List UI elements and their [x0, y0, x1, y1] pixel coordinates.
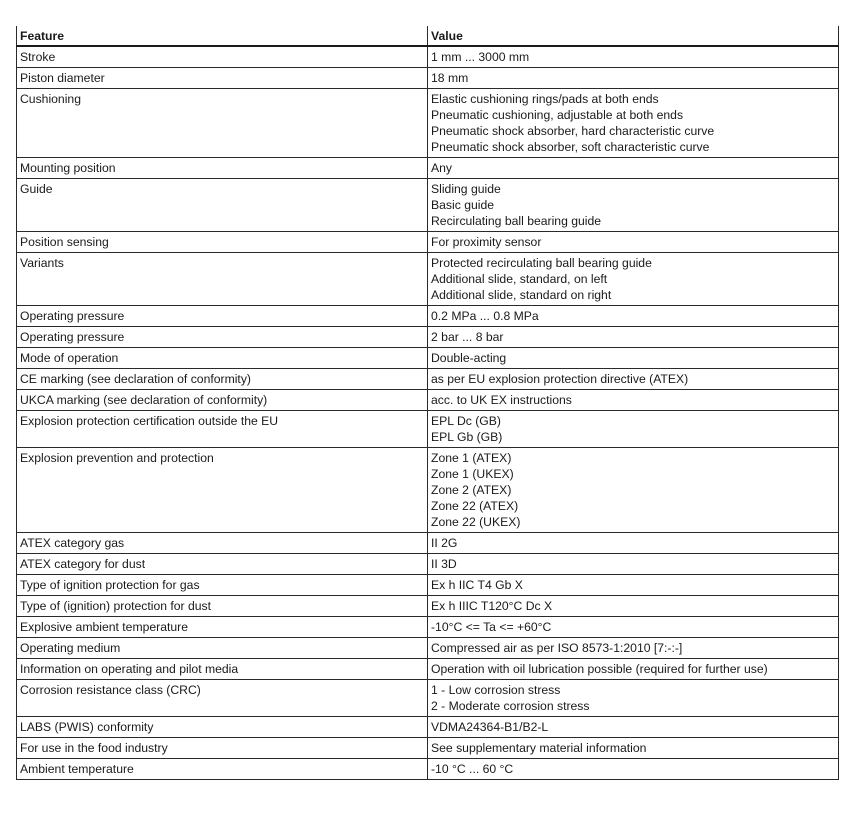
value-line: VDMA24364-B1/B2-L: [431, 720, 549, 734]
value-line: Ex h IIC T4 Gb X: [431, 578, 523, 592]
feature-cell: ATEX category for dust: [17, 554, 428, 575]
value-cell: [428, 759, 839, 780]
table-row: [17, 369, 839, 390]
table-row: [17, 327, 839, 348]
feature-cell: Type of (ignition) protection for dust: [17, 596, 428, 617]
value-line: 1 mm ... 3000 mm: [431, 50, 530, 64]
feature-cell: Ambient temperature: [17, 759, 428, 780]
table-row: [17, 306, 839, 327]
table-row: [17, 575, 839, 596]
table-row: [17, 533, 839, 554]
value-line: EPL Gb (GB): [431, 430, 503, 444]
table-row: [17, 680, 839, 717]
feature-cell: Explosive ambient temperature: [17, 617, 428, 638]
value-line: Ex h IIIC T120°C Dc X: [431, 599, 553, 613]
value-line: For proximity sensor: [431, 235, 542, 249]
value-line: Sliding guide: [431, 182, 501, 196]
value-cell: [428, 390, 839, 411]
table-row: [17, 596, 839, 617]
value-line: 1 - Low corrosion stress: [431, 683, 561, 697]
value-cell: [428, 575, 839, 596]
feature-cell: Operating medium: [17, 638, 428, 659]
feature-cell: UKCA marking (see declaration of conformity): [17, 390, 428, 411]
value-line: as per EU explosion protection directive (ATEX): [431, 372, 689, 386]
table-row: [17, 390, 839, 411]
value-line: Zone 2 (ATEX): [431, 483, 512, 497]
value-line: Additional slide, standard, on left: [431, 272, 608, 286]
feature-cell: Cushioning: [17, 89, 428, 158]
value-cell: [428, 68, 839, 89]
value-line: -10°C <= Ta <= +60°C: [431, 620, 552, 634]
value-line: Operation with oil lubrication possible (required for further use): [431, 662, 768, 676]
table-row: [17, 617, 839, 638]
table-row: [17, 253, 839, 306]
value-line: Protected recirculating ball bearing guide: [431, 256, 652, 270]
value-cell: [428, 306, 839, 327]
spec-table: [16, 26, 839, 780]
feature-cell: ATEX category gas: [17, 533, 428, 554]
table-row: [17, 158, 839, 179]
value-cell: [428, 232, 839, 253]
value-line: EPL Dc (GB): [431, 414, 501, 428]
value-line: Double-acting: [431, 351, 507, 365]
value-line: Zone 22 (UKEX): [431, 515, 521, 529]
feature-cell: Stroke: [17, 46, 428, 68]
value-line: -10 °C ... 60 °C: [431, 762, 514, 776]
value-line: See supplementary material information: [431, 741, 647, 755]
value-cell: [428, 638, 839, 659]
table-row: [17, 659, 839, 680]
value-cell: [428, 533, 839, 554]
table-row: [17, 638, 839, 659]
table-row: [17, 554, 839, 575]
table-header-row: [17, 26, 839, 46]
value-line: Pneumatic shock absorber, hard characteristic curve: [431, 124, 715, 138]
table-row: [17, 89, 839, 158]
feature-cell: Explosion protection certification outside the EU: [17, 411, 428, 448]
value-line: Additional slide, standard on right: [431, 288, 612, 302]
value-line: Elastic cushioning rings/pads at both ends: [431, 92, 659, 106]
value-cell: [428, 369, 839, 390]
value-cell: [428, 680, 839, 717]
table-row: [17, 68, 839, 89]
table-row: [17, 179, 839, 232]
value-cell: [428, 411, 839, 448]
table-row: [17, 411, 839, 448]
table-row: [17, 46, 839, 68]
feature-cell: Type of ignition protection for gas: [17, 575, 428, 596]
table-row: [17, 448, 839, 533]
feature-cell: Position sensing: [17, 232, 428, 253]
feature-cell: CE marking (see declaration of conformity): [17, 369, 428, 390]
value-cell: [428, 253, 839, 306]
value-cell: [428, 659, 839, 680]
feature-cell: Mounting position: [17, 158, 428, 179]
feature-cell: For use in the food industry: [17, 738, 428, 759]
value-cell: [428, 448, 839, 533]
value-line: Basic guide: [431, 198, 495, 212]
value-line: Recirculating ball bearing guide: [431, 214, 602, 228]
feature-cell: Mode of operation: [17, 348, 428, 369]
value-line: Pneumatic cushioning, adjustable at both ends: [431, 108, 684, 122]
value-cell: [428, 158, 839, 179]
value-line: II 2G: [431, 536, 458, 550]
value-line: II 3D: [431, 557, 457, 571]
value-cell: [428, 738, 839, 759]
value-cell: [428, 179, 839, 232]
value-line: acc. to UK EX instructions: [431, 393, 572, 407]
value-line: Zone 22 (ATEX): [431, 499, 519, 513]
feature-cell: Explosion prevention and protection: [17, 448, 428, 533]
feature-cell: Operating pressure: [17, 306, 428, 327]
value-line: 2 - Moderate corrosion stress: [431, 699, 590, 713]
value-cell: [428, 348, 839, 369]
feature-cell: Guide: [17, 179, 428, 232]
value-cell: [428, 617, 839, 638]
table-row: [17, 717, 839, 738]
header-value: Value: [428, 26, 839, 46]
value-line: Compressed air as per ISO 8573-1:2010 [7:-:-]: [431, 641, 683, 655]
feature-cell: Operating pressure: [17, 327, 428, 348]
value-line: Zone 1 (UKEX): [431, 467, 514, 481]
value-cell: [428, 327, 839, 348]
table-body: [17, 46, 839, 780]
feature-cell: Information on operating and pilot media: [17, 659, 428, 680]
value-cell: [428, 717, 839, 738]
feature-cell: LABS (PWIS) conformity: [17, 717, 428, 738]
header-feature: Feature: [17, 26, 428, 46]
feature-cell: Piston diameter: [17, 68, 428, 89]
value-line: 18 mm: [431, 71, 469, 85]
value-cell: [428, 46, 839, 68]
value-line: Pneumatic shock absorber, soft characteristic curve: [431, 140, 710, 154]
value-line: 2 bar ... 8 bar: [431, 330, 504, 344]
value-line: Any: [431, 161, 453, 175]
value-cell: [428, 596, 839, 617]
table-row: [17, 738, 839, 759]
feature-cell: Corrosion resistance class (CRC): [17, 680, 428, 717]
spec-table-container: [16, 26, 838, 780]
value-cell: [428, 89, 839, 158]
table-row: [17, 759, 839, 780]
value-line: Zone 1 (ATEX): [431, 451, 512, 465]
value-line: 0.2 MPa ... 0.8 MPa: [431, 309, 539, 323]
table-row: [17, 232, 839, 253]
table-row: [17, 348, 839, 369]
feature-cell: Variants: [17, 253, 428, 306]
value-cell: [428, 554, 839, 575]
